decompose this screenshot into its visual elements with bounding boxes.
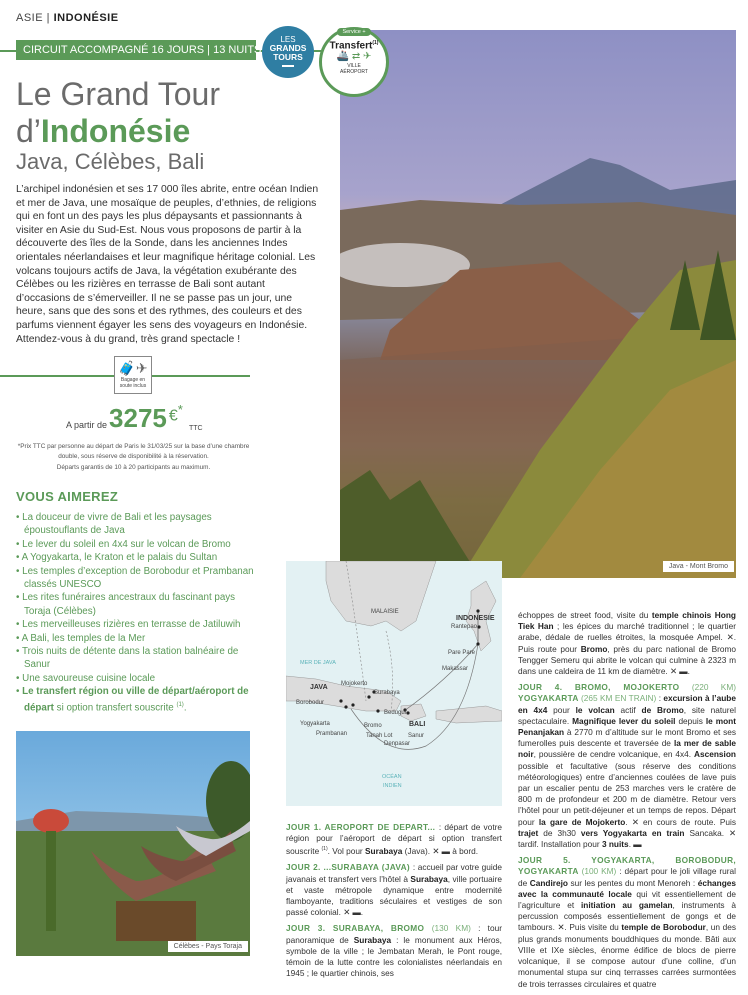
day-text: qui vit essentiellement de l’agriculture et [518,888,737,911]
map-label-java: JAVA [310,684,328,691]
highlight-end: . [183,701,187,713]
map-label-sanur: Sanur [408,733,425,739]
day-1 [286,822,502,857]
highlight-item: • Le lever du soleil en 4x4 sur le volcan de Bromo [16,538,256,551]
day-2-heading: JOUR 2. ...SURABAYA (JAVA) [286,862,413,873]
group-size-note: Départs garantis de 10 à 20 participants au maximum. [56,464,211,471]
highlight-item: • A Bali, les temples de la Mer [16,632,256,645]
day-text: possible et facultative (sous réserve des conditions météorologiques) entre d’anciennes coulées de lave puis par un escalier pentu de 253 marches vers le cratère de 800 m de profondeur et 200 m de diamètre. Retour vers l’hôtel pour un petit-déjeuner et un temps de repos. Départ pour [518,760,736,827]
baggage-badge [114,356,152,394]
day-text: de 3h30 [538,827,581,838]
day-bold: le volcan [575,704,615,715]
day-bold: temple de Borobodur [621,922,706,933]
map-label-indonesie: INDONESIE [456,615,495,622]
highlight-footnote: (1) [176,701,184,708]
circuit-banner: CIRCUIT ACCOMPAGNÉ 16 JOURS | 13 NUITS [16,40,256,60]
transfert-footnote: (1) [372,40,379,46]
day-text: sur les pentes du mont Menoreh : [568,877,698,888]
breadcrumb-separator: | [46,12,50,24]
day-bold: temple chinois Hong Tiek Han [518,610,736,632]
day-bold: Bromo [580,643,608,654]
day-bold: la mer de sable noir [518,738,736,760]
transfert-title-text: Transfert [329,40,373,52]
day-text: . ✕ en cours de route. Puis [625,816,736,827]
day-text: à 2770 m d’altitude sur le mont Bromo et ses fumerolles puis descente et traversée de [518,727,736,749]
breadcrumb [16,12,119,24]
photo-pays-toraja [16,731,250,956]
day-bold: la gare de Mojokerto [538,816,626,827]
transfert-line-2: AÉROPORT [340,69,368,76]
day-text: , près du parc national de Bromo Tengger Semeru qui abrite le volcan qui culmine à 2323 m dans une caldeira de 11 km de diamètre. ✕ ▬. [518,643,737,677]
luggage-plane-icon: 🧳✈ [118,360,148,376]
badge-line-3: TOURS [273,52,303,62]
price-footnote: *Prix TTC par personne au départ de Paris le 31/03/25 sur la base d’une chambre double, sous réserve de disponibilité à la réservation. [17,443,250,460]
transfert-line-1: VILLE [347,63,361,70]
vous-aimerez-title: VOUS AIMEREZ [16,489,119,504]
price-block [66,402,203,433]
day-text: : le monument aux Héros, symbole de la ville ; le Jembatan Merah, le Pont rouge, témoin de la lutte contre les colonialistes néerlandais en 1945 ; le quartier chinois, ses [286,934,502,979]
highlight-item: • Les rites funéraires ancestraux du fascinant pays Toraja (Célèbes) [16,591,256,618]
day-text: , instruments à percussion composés essentiellement de gongs et de tambours. ✕. Puis visite du [518,900,736,933]
day-bold: 3 nuits [601,839,629,850]
highlight-rest: si option transfert souscrite [53,701,177,713]
badge-line-2: GRANDS [269,43,307,53]
day-bold: échanges avec la communauté locale [518,877,736,899]
day-1-heading: JOUR 1. AEROPORT DE DEPART... [286,822,439,832]
day-bold: excursion à l’aube en 4x4 [518,693,736,715]
breadcrumb-country: INDONÉSIE [53,12,119,24]
boat-plane-icon: 🚢 ⇄ ✈ [336,51,372,63]
transfert-badge [319,27,389,97]
baggage-line-2: soute inclus [119,383,147,389]
day-text: depuis [675,715,706,726]
highlight-item: • Les temples d’exception de Borobodur et Prambanan classés UNESCO [16,565,256,592]
toraja-illustration [16,731,250,956]
day-text: , ville portuaire et vaste métropole dynamique entre modernité flamboyante, traditions séculaires et vestiges de son passé colonial. ✕ ▬. [286,873,502,918]
transfert-title [322,40,386,51]
page-title-line-2 [16,112,190,150]
price-amount: 3275 [109,403,167,433]
day-2 [286,862,502,918]
map-label-tanah-lot: Tanah Lot [366,733,393,739]
day-bold: Surabaya [410,873,448,884]
day-text: : départ pour le joli village rural de [518,866,736,888]
map-label-makassar: Makassar [442,666,469,672]
day-text: échoppes de street food, visite du [518,610,652,620]
day-text: , site naturel spectaculaire. [518,704,737,726]
map-label-malaisie: MALAISIE [371,609,399,615]
itinerary-map [286,561,502,806]
day-text: . Vol pour [327,846,366,857]
photo-caption-bromo: Java - Mont Bromo [663,561,734,572]
highlight-bold: Le transfert région ou ville de départ/aéroport de départ [22,686,249,713]
day-text: : [658,693,664,704]
highlight-item-transfert [16,685,256,714]
day-4 [518,682,736,850]
day-bold: Ascension [694,749,736,760]
map-label-pare-pare: Pare Pare [448,650,476,656]
price-suffix: TTC [188,425,203,432]
highlight-item: • A Yogyakarta, le Kraton et le palais du Sultan [16,551,256,564]
map-label-ocean-1: OCÉAN [382,774,402,780]
map-label-yogyakarta: Yogyakarta [300,721,330,727]
price-asterisk: * [177,402,183,417]
day-3-heading: JOUR 3. SURABAYA, BROMO [286,923,432,934]
day-bold: de Bromo [641,704,684,715]
borneo-land [326,561,436,631]
price-prefix: A partir de [66,420,108,430]
photo-mont-bromo [340,30,736,578]
day-bold: Surabaya [365,846,403,857]
day-text: , un des plus grands monuments bouddhiques du monde. Bâti aux VIIIe et IXe siècles, énorme édifice de blocs de pierre volcanique, il se compose autour d’une colline, d’un monumental stupa sur cinq terrasses carrées surmontées de trois terrasses circulaires et quatre [518,922,736,989]
day-text: (Java). ✕ ▬ à bord. [402,846,479,857]
day-4-heading-2: YOGYAKARTA [518,693,582,704]
day-bold: trajet [518,827,539,838]
day-text: : accueil par votre guide javanais et transfert vers l’hôtel à [286,862,502,884]
highlight-item: • La douceur de vivre de Bali et les paysages époustouflants de Java [16,511,256,538]
day-bold: initiation au gamelan [580,900,673,911]
day-bold: le mont Penanjakan [518,715,736,738]
day-text: Sancaka. ✕ tardif. Installation pour [518,827,736,850]
map-label-mer-java: MER DE JAVA [300,660,336,666]
baggage-line-1: Bagage en [120,377,146,383]
highlight-item: • Les merveilleuses rizières en terrasse de Jatiluwih [16,618,256,631]
day-bold: vers Yogyakarta en train [580,827,685,838]
map-label-borobodur: Borobodur [296,700,325,706]
day-text: actif [614,704,642,715]
title-prefix: d’ [16,113,41,149]
highlight-item: • Trois nuits de détente dans la station balnéaire de Sanur [16,645,256,672]
day-footnote: (1) [321,846,328,853]
breadcrumb-region: ASIE [16,12,44,24]
day-bold: Candirejo [529,877,568,888]
day-text: : tour panoramique de [286,923,502,945]
vous-aimerez-list [16,511,256,714]
day-text: . ▬ [628,839,642,850]
day-distance: (265 KM EN TRAIN) [581,693,659,704]
map-label-denpasar: Denpasar [384,741,411,747]
day-text: pour [547,704,576,715]
day-5-heading: JOUR 5. YOGYAKARTA, BOROBODUR, YOGYAKARTA [518,855,736,877]
day-distance: (220 KM) [691,682,736,693]
page-title-line-1: Le Grand Tour [16,76,220,112]
lesser-sunda-land [436,706,502,723]
map-label-bromo: Bromo [364,723,382,729]
day-distance: (100 KM) [581,866,620,877]
map-label-bali: BALI [409,721,426,728]
itinerary-middle-column [286,822,502,984]
badge-line-1: LES [280,35,296,44]
service-plus-label: Service + [337,28,371,36]
day-text: ; les épices du marché traditionnel ; le quartier arabe, dédale de ruelles étroites, la mosquée Ampel. ✕. Puis route pour [518,621,736,654]
map-label-mojokerto: Mojokerto [341,681,368,687]
title-country: Indonésie [40,113,191,149]
day-text: , poussière de cendre volcanique, en 4x4. [533,749,695,760]
day-bold: Magnifique lever du soleil [572,715,676,726]
day-bold: Surabaya [353,934,392,945]
itinerary-right-column [518,610,736,995]
day-5 [518,855,736,989]
badge-bar [282,65,294,67]
page-subtitle: Java, Célèbes, Bali [16,149,205,174]
day-4-heading: JOUR 4. BROMO, MOJOKERTO [518,682,692,693]
currency-symbol: € [168,407,178,425]
grands-tours-badge [262,26,314,78]
day-3 [286,923,502,979]
map-label-rantepao: Rantepao [451,624,478,630]
photo-caption-toraja: Célèbes - Pays Toraja [168,941,248,952]
highlight-item: • Une savoureuse cuisine locale [16,672,256,685]
day-3-continued [518,610,736,677]
day-distance: (130 KM) [431,923,479,934]
volcano-illustration [340,30,736,578]
map-label-prambanan: Prambanan [316,731,348,737]
map-label-bedugul: Bedugul [384,710,407,716]
intro-paragraph: L’archipel indonésien et ses 17 000 îles abrite, entre océan Indien et mer de Java, une mosaïque de peuples, d’ethnies, de religions qui en font un des pays les plus dépaysants et passionnants à visiter en Asie du Sud-Est. Nous vous proposons de partir à la découverte des îles de la Sonde, dans les anciennes Indes orientales néerlandaises et leur magnifique héritage colonial. Les volcans toujours actifs de Java, la végétation exubérante des Célèbes ou les rizières en terrasse de Bali sont autant d’occasions de s’émerveiller. Il ne se passe pas un jour, une heure, sans que des sons et des rythmes, des couleurs et des parfums viennent égayer les sens des voyageurs en Indonésie. Attendez-vous à du grand, très grand spectacle ! [16,184,319,345]
day-text: : départ de votre région pour l’aéroport de départ si option transfert souscrite [286,822,503,857]
map-label-ocean-2: INDIEN [383,783,402,789]
price-currency [169,402,183,425]
map-label-surabaya: Surabaya [374,690,400,696]
